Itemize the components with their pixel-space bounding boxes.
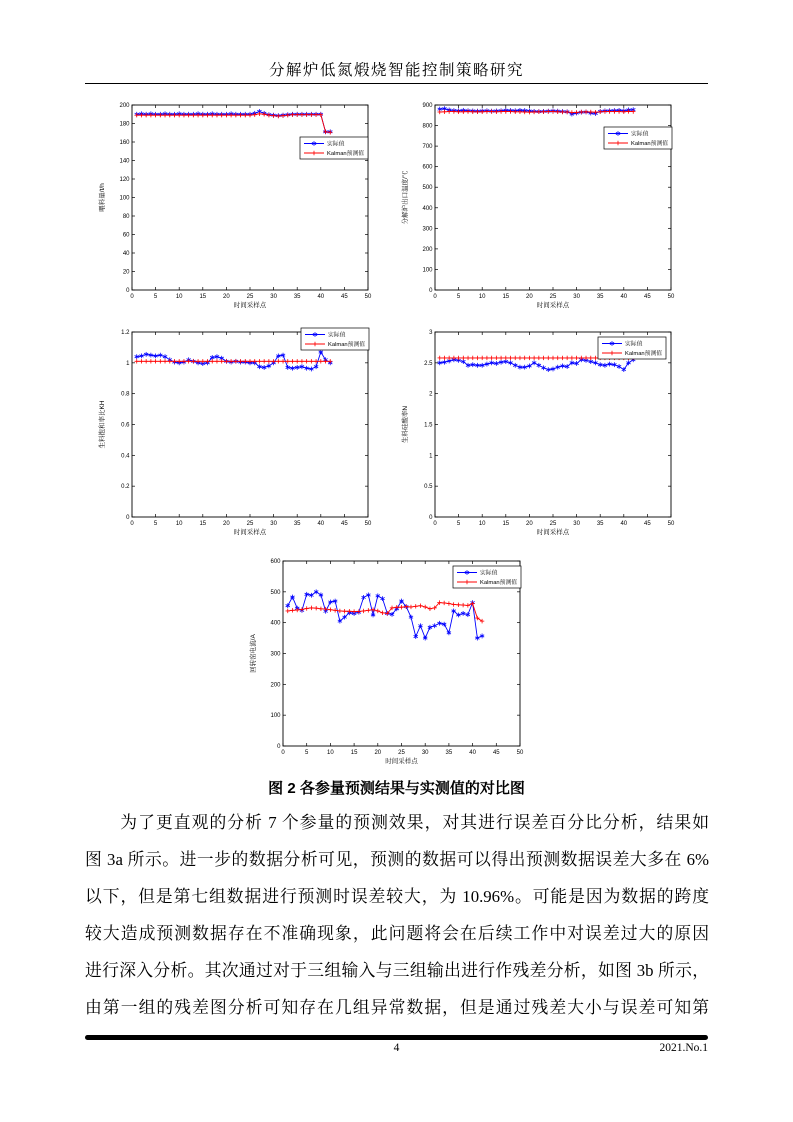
svg-text:0: 0 — [130, 521, 134, 527]
svg-text:1: 1 — [429, 453, 433, 460]
svg-text:1: 1 — [126, 360, 130, 367]
svg-text:25: 25 — [246, 294, 254, 300]
svg-text:0: 0 — [277, 744, 281, 750]
svg-text:40: 40 — [469, 750, 476, 756]
svg-text:0: 0 — [126, 515, 130, 521]
svg-text:35: 35 — [596, 294, 604, 300]
svg-text:900: 900 — [422, 103, 433, 109]
svg-text:200: 200 — [422, 246, 433, 253]
chart-outlet-temperature — [398, 97, 688, 312]
x-axis-label: 时间采样点 — [536, 529, 570, 536]
svg-text:40: 40 — [620, 521, 628, 527]
svg-text:700: 700 — [422, 144, 433, 151]
svg-text:10: 10 — [327, 750, 334, 756]
svg-text:300: 300 — [422, 226, 433, 233]
body-line: 图 3a 所示。进一步的数据分析可见，预测的数据可以得出预测数据误差大多在 6% — [85, 850, 709, 869]
issue-label: 2021.No.1 — [659, 1042, 708, 1054]
svg-text:20: 20 — [526, 294, 533, 300]
svg-text:0: 0 — [130, 294, 134, 300]
svg-text:0: 0 — [126, 288, 130, 294]
svg-text:10: 10 — [175, 521, 183, 527]
x-axis-label: 时间采样点 — [233, 529, 267, 536]
svg-text:35: 35 — [293, 521, 301, 527]
svg-text:25: 25 — [549, 521, 557, 527]
legend-entry-label: 实际值 — [631, 131, 649, 138]
x-axis-label: 时间采样点 — [385, 758, 418, 765]
svg-text:50: 50 — [667, 521, 675, 527]
svg-text:80: 80 — [122, 214, 130, 220]
legend — [300, 137, 368, 159]
svg-text:40: 40 — [620, 294, 628, 300]
svg-text:500: 500 — [270, 589, 281, 596]
footer-rule — [85, 1035, 708, 1040]
svg-text:35: 35 — [293, 294, 301, 300]
svg-text:3: 3 — [429, 330, 433, 336]
legend-entry-label: Kalman预测值 — [480, 580, 518, 586]
body-line: 由第一组的残差图分析可知存在几组异常数据，但是通过残差大小与误差可知第 — [85, 998, 709, 1017]
y-axis-label: 喂料量/t/h — [99, 183, 106, 212]
y-axis-label: 分解炉出口温度/℃ — [402, 170, 409, 225]
figure-caption: 图 2 各参量预测结果与实测值的对比图 — [268, 780, 525, 797]
chart-kiln-current — [246, 553, 537, 768]
x-axis-label: 时间采样点 — [233, 302, 267, 309]
svg-text:30: 30 — [270, 294, 277, 300]
svg-text:20: 20 — [223, 521, 230, 527]
svg-text:0.2: 0.2 — [121, 484, 130, 491]
svg-text:100: 100 — [270, 713, 281, 720]
svg-text:120: 120 — [119, 177, 130, 183]
svg-text:200: 200 — [119, 103, 130, 109]
legend-entry-label: Kalman预测值 — [625, 351, 663, 357]
svg-text:30: 30 — [573, 521, 580, 527]
legend-entry-label: Kalman预测值 — [327, 151, 365, 157]
svg-text:10: 10 — [175, 294, 183, 300]
plot-area — [283, 561, 520, 746]
svg-text:5: 5 — [456, 521, 461, 527]
svg-text:5: 5 — [305, 750, 309, 756]
y-axis-label: 生料饱和率比KH — [99, 400, 106, 449]
chart-feed-rate — [95, 97, 385, 312]
body-paragraph — [85, 804, 709, 1026]
svg-text:60: 60 — [122, 232, 130, 239]
svg-text:20: 20 — [374, 750, 382, 756]
body-line: 较大造成预测数据存在不准确现象，此问题将会在后续工作中对误差过大的原因 — [85, 924, 709, 943]
svg-text:0.8: 0.8 — [121, 391, 130, 398]
svg-text:35: 35 — [596, 521, 604, 527]
svg-text:50: 50 — [364, 294, 372, 300]
legend — [604, 127, 672, 149]
plot-area — [132, 105, 368, 290]
legend — [598, 337, 666, 359]
svg-text:0: 0 — [433, 294, 437, 300]
svg-text:20: 20 — [122, 269, 130, 276]
svg-text:0: 0 — [281, 750, 285, 756]
svg-text:10: 10 — [478, 294, 486, 300]
svg-text:0: 0 — [429, 515, 433, 521]
svg-text:25: 25 — [398, 750, 405, 756]
svg-text:35: 35 — [445, 750, 453, 756]
legend — [301, 328, 369, 350]
svg-text:20: 20 — [526, 521, 533, 527]
svg-text:1.2: 1.2 — [121, 330, 130, 336]
legend-entry-label: 实际值 — [480, 570, 498, 577]
svg-text:160: 160 — [119, 140, 130, 146]
x-axis-label: 时间采样点 — [536, 302, 570, 309]
svg-text:0: 0 — [433, 521, 437, 527]
svg-text:100: 100 — [119, 195, 130, 202]
svg-text:20: 20 — [223, 294, 230, 300]
chart-silica-modulus — [398, 324, 688, 539]
svg-text:15: 15 — [502, 521, 510, 527]
body-line: 以下，但是第七组数据进行预测时误差较大，为 10.96%。可能是因为数据的跨度 — [85, 887, 709, 906]
page-number: 4 — [393, 1042, 400, 1054]
chart-kh-saturation-ratio — [95, 324, 385, 539]
svg-text:200: 200 — [270, 682, 281, 689]
svg-text:140: 140 — [119, 158, 130, 165]
svg-text:30: 30 — [270, 521, 277, 527]
svg-text:400: 400 — [270, 620, 281, 627]
svg-text:15: 15 — [199, 521, 207, 527]
svg-text:45: 45 — [341, 521, 348, 527]
svg-text:5: 5 — [456, 294, 461, 300]
svg-text:500: 500 — [422, 185, 433, 192]
legend — [453, 566, 521, 588]
svg-text:40: 40 — [317, 521, 325, 527]
svg-text:50: 50 — [364, 521, 372, 527]
svg-text:2.5: 2.5 — [424, 360, 433, 367]
svg-text:25: 25 — [246, 521, 254, 527]
svg-text:15: 15 — [199, 294, 207, 300]
legend-entry-label: Kalman预测值 — [328, 342, 366, 348]
y-axis-label: 生料硅酸率N — [402, 405, 409, 444]
legend-entry-label: 实际值 — [328, 332, 346, 339]
legend-entry-label: 实际值 — [327, 141, 345, 148]
svg-text:600: 600 — [270, 559, 281, 565]
svg-text:45: 45 — [492, 750, 500, 756]
header-rule — [85, 83, 708, 84]
header-title: 分解炉低氮煅烧智能控制策略研究 — [268, 62, 524, 79]
svg-text:15: 15 — [350, 750, 358, 756]
svg-text:40: 40 — [317, 294, 325, 300]
svg-text:400: 400 — [422, 205, 433, 212]
svg-text:45: 45 — [644, 294, 651, 300]
body-line: 为了更直观的分析 7 个参量的预测效果，对其进行误差百分比分析，结果如 — [120, 813, 709, 832]
svg-text:5: 5 — [153, 521, 158, 527]
svg-text:40: 40 — [122, 251, 130, 257]
svg-text:600: 600 — [422, 164, 433, 171]
svg-text:800: 800 — [422, 123, 433, 130]
svg-text:50: 50 — [667, 294, 675, 300]
svg-text:15: 15 — [502, 294, 510, 300]
svg-text:180: 180 — [119, 121, 130, 128]
svg-text:300: 300 — [270, 651, 281, 658]
svg-text:10: 10 — [478, 521, 486, 527]
svg-text:25: 25 — [549, 294, 557, 300]
svg-text:5: 5 — [153, 294, 158, 300]
svg-text:0.4: 0.4 — [121, 453, 130, 460]
y-axis-label: 回转窑电流/A — [250, 634, 257, 673]
svg-text:0: 0 — [429, 288, 433, 294]
svg-text:2: 2 — [429, 391, 433, 398]
svg-text:1.5: 1.5 — [424, 422, 433, 429]
body-line: 进行深入分析。其次通过对于三组输入与三组输出进行作残差分析，如图 3b 所示， — [85, 961, 709, 980]
legend-entry-label: Kalman预测值 — [631, 141, 669, 147]
svg-text:45: 45 — [341, 294, 348, 300]
svg-text:0.6: 0.6 — [121, 422, 130, 429]
svg-text:30: 30 — [573, 294, 580, 300]
svg-text:100: 100 — [422, 267, 433, 274]
svg-text:50: 50 — [516, 750, 524, 756]
svg-text:45: 45 — [644, 521, 651, 527]
svg-text:0.5: 0.5 — [424, 484, 433, 491]
svg-text:30: 30 — [421, 750, 429, 756]
legend-entry-label: 实际值 — [625, 341, 643, 348]
